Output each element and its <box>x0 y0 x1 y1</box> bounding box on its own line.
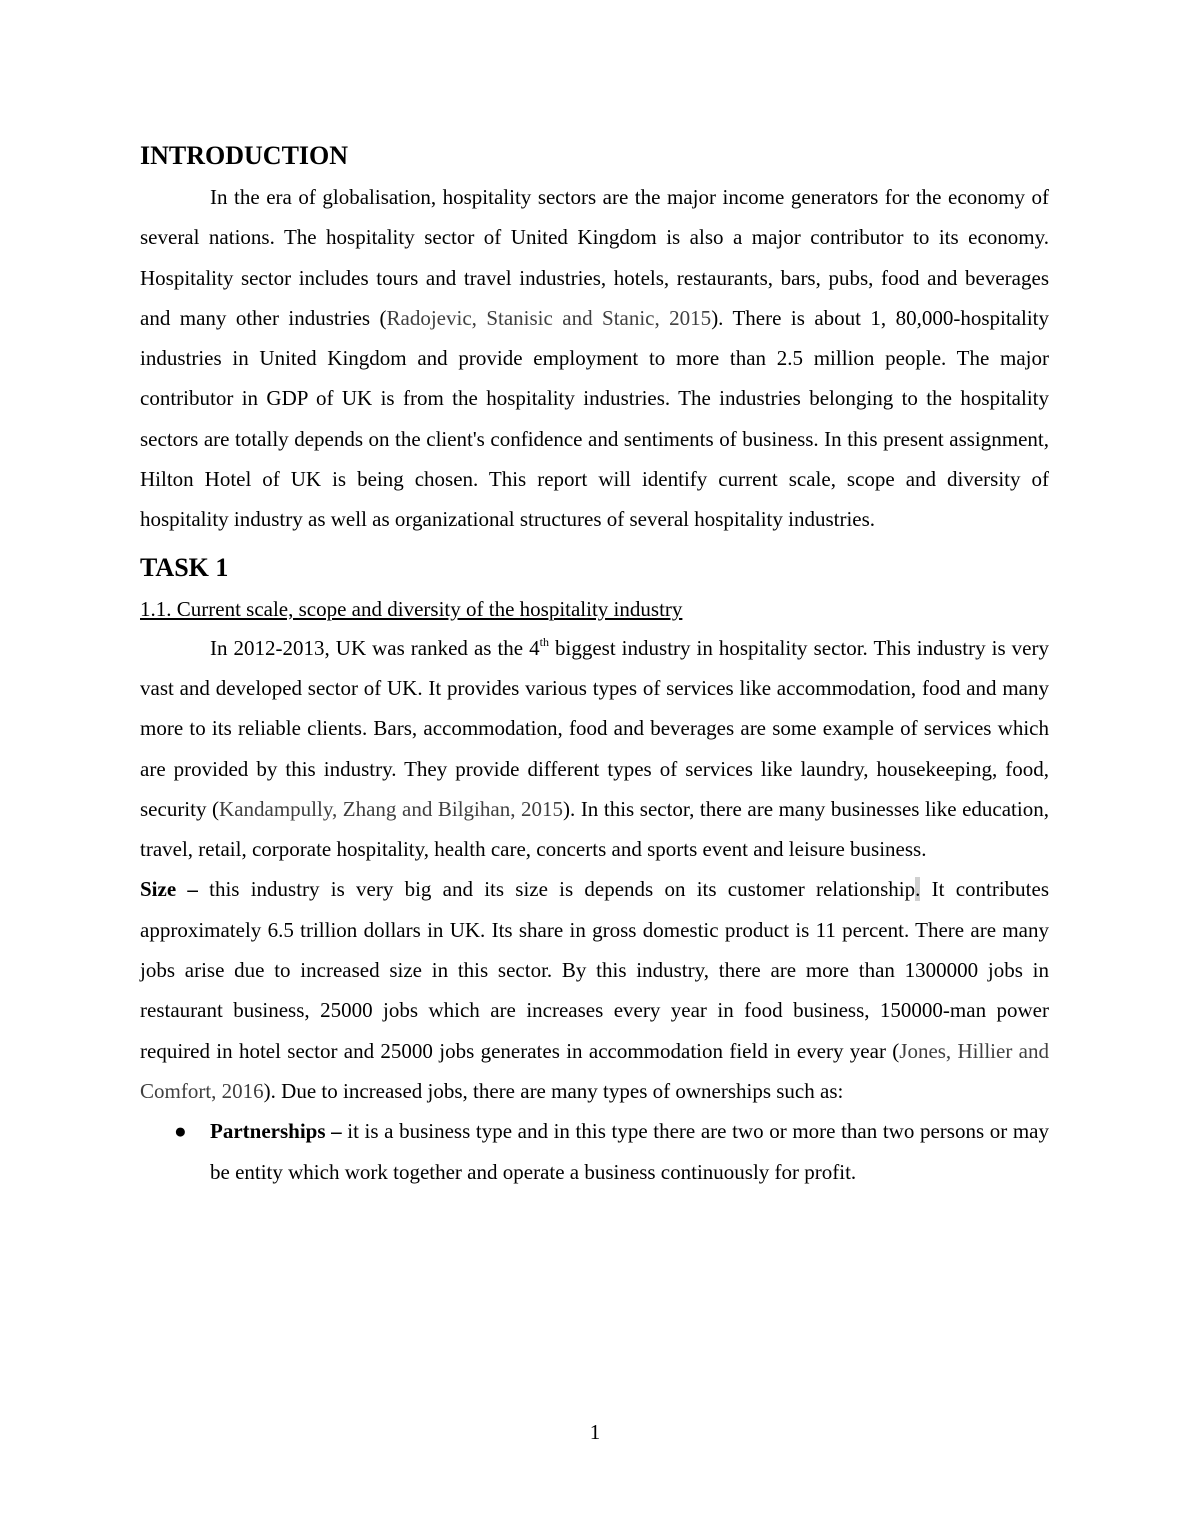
section-1-1-subheading: 1.1. Current scale, scope and diversity of the hospitality industry <box>140 596 683 621</box>
scale-text-part-2: biggest industry in hospitality sector. This industry is very vast and developed sector of UK. It provides various types of services like accommodation, food and many more to its reliable clients. Bars, accommodation, food and beverages are some example of services which are provided by this industry. They provide different types of services like laundry, housekeeping, food, security ( <box>140 635 1049 821</box>
page-content <box>140 138 1049 1192</box>
size-label: Size – <box>140 877 198 902</box>
introduction-paragraph <box>140 177 1049 540</box>
citation-jones: Jones, Hillier and Comfort, 2016 <box>140 1038 1049 1103</box>
intro-text-part-2: ). There is about 1, 80,000-hospitality industries in United Kingdom and provide employment to more than 2.5 million people. The major contributor in GDP of UK is from the hospitality industries. The industries belonging to the hospitality sectors are totally depends on the client's confidence and sentiments of business. In this present assignment, Hilton Hotel of UK is being chosen. This report will identify current scale, scope and diversity of hospitality industry as well as organizational structures of several hospitality industries. <box>140 305 1049 532</box>
bullet-label: Partnerships – <box>210 1119 342 1144</box>
scale-text-part-3: ). In this sector, there are many businesses like education, travel, retail, corporate hospitality, health care, concerts and sports event and leisure business. <box>140 796 1049 862</box>
task1-heading: TASK 1 <box>140 552 229 582</box>
intro-text-part-1: In the era of globalisation, hospitality sectors are the major income generators for the economy of several nations. The hospitality sector of United Kingdom is also a major contributor to its economy. Hospitality sector includes tours and travel industries, hotels, restaurants, bars, pubs, food and beverages and many other industries ( <box>140 185 1049 330</box>
scale-paragraph <box>140 628 1049 870</box>
citation-radojevic: Radojevic, Stanisic and Stanic, 2015 <box>386 305 712 330</box>
page-number: 1 <box>589 1420 601 1444</box>
citation-kandampully: Kandampully, Zhang and Bilgihan, 2015 <box>219 796 564 821</box>
bullet-icon: ● <box>174 1119 187 1144</box>
size-paragraph <box>140 869 1049 1111</box>
introduction-heading: INTRODUCTION <box>140 141 349 170</box>
size-text-part-1: this industry is very big and its size is depends on its customer relationship <box>197 877 916 902</box>
ownership-types-list <box>140 1111 1049 1192</box>
scale-text-part-1: In 2012-2013, UK was ranked as the 4 <box>210 635 540 660</box>
ordinal-superscript: th <box>539 634 549 649</box>
size-text-part-3: ). Due to increased jobs, there are many types of ownerships such as: <box>263 1078 844 1103</box>
highlighted-period: . <box>915 877 921 902</box>
bullet-text: it is a business type and in this type there are two or more than two persons or may be entity which work together and operate a business continuously for profit. <box>210 1119 1050 1184</box>
list-item <box>140 1111 1049 1192</box>
size-text-part-2: It contributes approximately 6.5 trillion dollars in UK. Its share in gross domestic product is 11 percent. There are many jobs arise due to increased size in this sector. By this industry, there are more than 1300000 jobs in restaurant business, 25000 jobs which are increases every year in food business, 150000-man power required in hotel sector and 25000 jobs generates in accommodation field in every year ( <box>140 877 1050 1063</box>
